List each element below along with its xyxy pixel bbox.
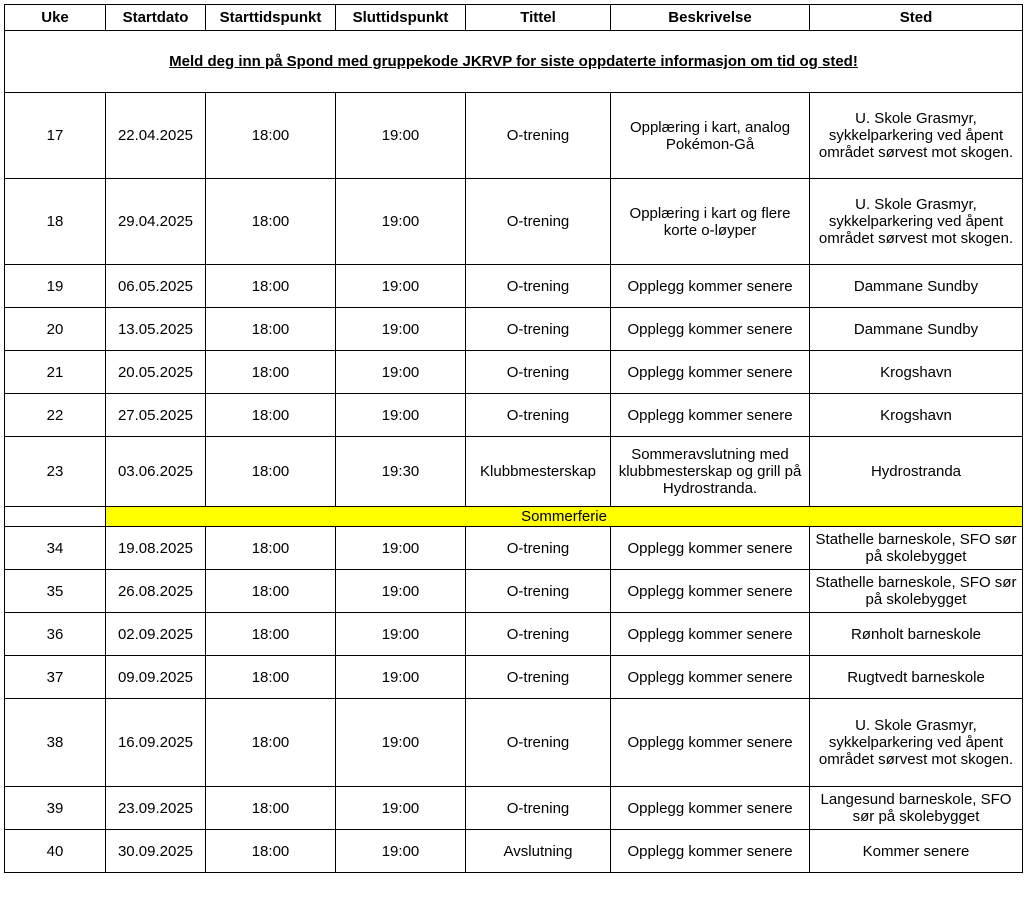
table-row	[5, 437, 1023, 507]
cell-end-time: 19:00	[336, 570, 466, 613]
cell-start-date: 27.05.2025	[106, 394, 206, 437]
cell-start-date: 06.05.2025	[106, 265, 206, 308]
cell-week: 20	[5, 308, 106, 351]
cell-start-time: 18:00	[206, 308, 336, 351]
cell-start-date: 16.09.2025	[106, 699, 206, 787]
cell-location: Stathelle barneskole, SFO sør på skolebygget	[810, 527, 1023, 570]
cell-description: Opplegg kommer senere	[611, 787, 810, 830]
table-row	[5, 93, 1023, 179]
header-end-time: Sluttidspunkt	[336, 5, 466, 31]
cell-title: O-trening	[466, 699, 611, 787]
cell-start-date: 29.04.2025	[106, 179, 206, 265]
cell-end-time: 19:00	[336, 613, 466, 656]
cell-start-time: 18:00	[206, 394, 336, 437]
cell-title: O-trening	[466, 394, 611, 437]
cell-end-time: 19:00	[336, 265, 466, 308]
cell-title: O-trening	[466, 265, 611, 308]
header-week: Uke	[5, 5, 106, 31]
cell-description: Opplegg kommer senere	[611, 265, 810, 308]
cell-location: Dammane Sundby	[810, 308, 1023, 351]
cell-week: 23	[5, 437, 106, 507]
header-row	[5, 5, 1023, 31]
cell-end-time: 19:00	[336, 830, 466, 873]
cell-description: Opplegg kommer senere	[611, 570, 810, 613]
cell-location: U. Skole Grasmyr, sykkelparkering ved åpent området sørvest mot skogen.	[810, 93, 1023, 179]
cell-end-time: 19:00	[336, 699, 466, 787]
table-row	[5, 787, 1023, 830]
cell-start-time: 18:00	[206, 351, 336, 394]
cell-start-time: 18:00	[206, 830, 336, 873]
cell-start-time: 18:00	[206, 265, 336, 308]
cell-week: 18	[5, 179, 106, 265]
cell-description: Opplegg kommer senere	[611, 308, 810, 351]
cell-start-time: 18:00	[206, 787, 336, 830]
table-row	[5, 830, 1023, 873]
cell-title: O-trening	[466, 351, 611, 394]
cell-start-date: 26.08.2025	[106, 570, 206, 613]
cell-start-time: 18:00	[206, 179, 336, 265]
table-row	[5, 656, 1023, 699]
cell-week: 36	[5, 613, 106, 656]
table-row	[5, 613, 1023, 656]
cell-week: 37	[5, 656, 106, 699]
schedule-table	[4, 4, 1023, 873]
cell-week: 17	[5, 93, 106, 179]
cell-title: O-trening	[466, 527, 611, 570]
cell-start-date: 13.05.2025	[106, 308, 206, 351]
cell-week: 38	[5, 699, 106, 787]
cell-start-date: 23.09.2025	[106, 787, 206, 830]
cell-end-time: 19:00	[336, 93, 466, 179]
notice-row	[5, 31, 1023, 93]
cell-location: Krogshavn	[810, 394, 1023, 437]
header-start-time: Starttidspunkt	[206, 5, 336, 31]
cell-location: U. Skole Grasmyr, sykkelparkering ved åpent området sørvest mot skogen.	[810, 699, 1023, 787]
cell-description: Opplegg kommer senere	[611, 699, 810, 787]
cell-start-date: 19.08.2025	[106, 527, 206, 570]
cell-title: O-trening	[466, 308, 611, 351]
cell-description: Sommeravslutning med klubbmesterskap og grill på Hydrostranda.	[611, 437, 810, 507]
cell-description: Opplegg kommer senere	[611, 351, 810, 394]
table-row	[5, 179, 1023, 265]
cell-location: Rønholt barneskole	[810, 613, 1023, 656]
cell-week: 21	[5, 351, 106, 394]
cell-location: Hydrostranda	[810, 437, 1023, 507]
cell-end-time: 19:00	[336, 308, 466, 351]
cell-description: Opplegg kommer senere	[611, 394, 810, 437]
cell-start-time: 18:00	[206, 699, 336, 787]
cell-location: Dammane Sundby	[810, 265, 1023, 308]
cell-location: Rugtvedt barneskole	[810, 656, 1023, 699]
cell-week: 34	[5, 527, 106, 570]
cell-week: 35	[5, 570, 106, 613]
cell-end-time: 19:00	[336, 656, 466, 699]
cell-start-time: 18:00	[206, 613, 336, 656]
cell-week: 19	[5, 265, 106, 308]
cell-end-time: 19:00	[336, 351, 466, 394]
cell-start-date: 03.06.2025	[106, 437, 206, 507]
cell-start-time: 18:00	[206, 656, 336, 699]
cell-start-time: 18:00	[206, 437, 336, 507]
cell-title: O-trening	[466, 93, 611, 179]
cell-description: Opplegg kommer senere	[611, 656, 810, 699]
summer-break-row	[5, 507, 1023, 527]
cell-description: Opplegg kommer senere	[611, 527, 810, 570]
cell-description: Opplegg kommer senere	[611, 830, 810, 873]
header-title: Tittel	[466, 5, 611, 31]
cell-description: Opplegg kommer senere	[611, 613, 810, 656]
table-row	[5, 527, 1023, 570]
cell-title: O-trening	[466, 570, 611, 613]
cell-location: Krogshavn	[810, 351, 1023, 394]
cell-end-time: 19:00	[336, 179, 466, 265]
cell-location: Langesund barneskole, SFO sør på skolebygget	[810, 787, 1023, 830]
table-row	[5, 308, 1023, 351]
cell-description: Opplæring i kart og flere korte o-løyper	[611, 179, 810, 265]
cell-description: Opplæring i kart, analog Pokémon-Gå	[611, 93, 810, 179]
table-row	[5, 351, 1023, 394]
header-description: Beskrivelse	[611, 5, 810, 31]
cell-location: U. Skole Grasmyr, sykkelparkering ved åpent området sørvest mot skogen.	[810, 179, 1023, 265]
summer-break-label: Sommerferie	[106, 507, 1023, 527]
table-row	[5, 265, 1023, 308]
cell-title: O-trening	[466, 656, 611, 699]
cell-location: Stathelle barneskole, SFO sør på skolebygget	[810, 570, 1023, 613]
cell-end-time: 19:30	[336, 437, 466, 507]
cell-location: Kommer senere	[810, 830, 1023, 873]
cell-start-time: 18:00	[206, 527, 336, 570]
cell-start-time: 18:00	[206, 93, 336, 179]
cell-week: 22	[5, 394, 106, 437]
cell-title: O-trening	[466, 787, 611, 830]
cell-start-time: 18:00	[206, 570, 336, 613]
table-row	[5, 699, 1023, 787]
header-location: Sted	[810, 5, 1023, 31]
cell-title: Klubbmesterskap	[466, 437, 611, 507]
cell-start-date: 30.09.2025	[106, 830, 206, 873]
cell-week: 40	[5, 830, 106, 873]
cell-end-time: 19:00	[336, 394, 466, 437]
table-row	[5, 570, 1023, 613]
break-spacer	[5, 507, 106, 527]
cell-end-time: 19:00	[336, 527, 466, 570]
cell-title: O-trening	[466, 179, 611, 265]
cell-start-date: 09.09.2025	[106, 656, 206, 699]
cell-start-date: 22.04.2025	[106, 93, 206, 179]
cell-week: 39	[5, 787, 106, 830]
header-start-date: Startdato	[106, 5, 206, 31]
cell-title: O-trening	[466, 613, 611, 656]
cell-title: Avslutning	[466, 830, 611, 873]
cell-end-time: 19:00	[336, 787, 466, 830]
spond-notice: Meld deg inn på Spond med gruppekode JKRVP for siste oppdaterte informasjon om tid og sted!	[5, 31, 1023, 93]
cell-start-date: 02.09.2025	[106, 613, 206, 656]
table-row	[5, 394, 1023, 437]
cell-start-date: 20.05.2025	[106, 351, 206, 394]
